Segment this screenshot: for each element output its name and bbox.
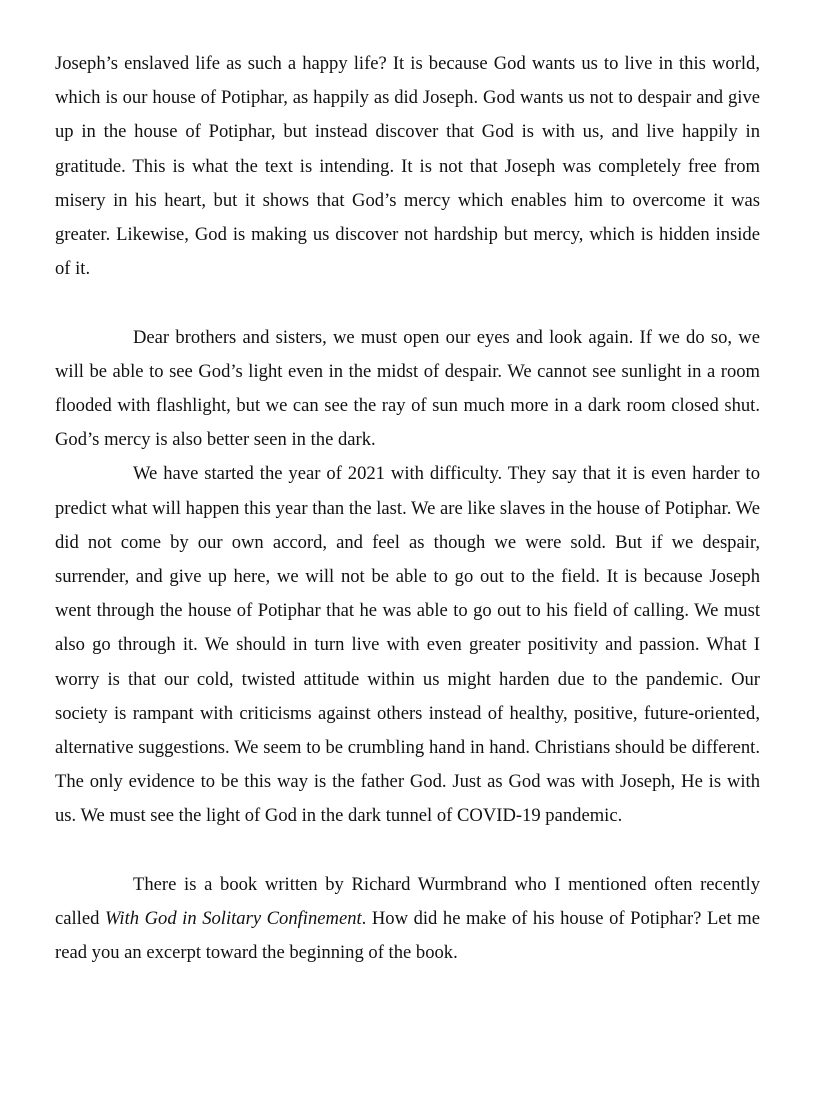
paragraph-spacer [55, 834, 760, 868]
paragraph-4-text-after: . How did he make of his house of Potiphar? Let me read you an excerpt toward the beginning of the book. [55, 908, 760, 964]
paragraph-1: Joseph’s enslaved life as such a happy life? It is because God wants us to live in this world, which is our house of Potiphar, as happily as did Joseph. God wants us not to despair and give up in the house of Potiphar, but instead discover that God is with us, and live happily in gratitude. This is what the text is intending. It is not that Joseph was completely free from misery in his heart, but it shows that God’s mercy which enables him to overcome it was greater. Likewise, God is making us discover not hardship but mercy, which is hidden inside of it. [55, 53, 760, 280]
paragraph-4-text-before: There is a book written by Richard Wurmbrand who I mentioned often recently called [55, 873, 760, 930]
document-page [55, 47, 760, 970]
paragraph-3: We have started the year of 2021 with difficulty. They say that it is even harder to predict what will happen this year than the last. We are like slaves in the house of Potiphar. We did not come by our own accord, and feel as though we were sold. But if we despair, surrender, and give up here, we will not be able to go out to the field. It is because Joseph went through the house of Potiphar that he was able to go out to his field of calling. We must also go through it. We should in turn live with even greater positivity and passion. What I worry is that our cold, twisted attitude within us might harden due to the pandemic. Our society is rampant with criticisms against others instead of healthy, positive, future-oriented, alternative suggestions. We seem to be crumbling hand in hand. Christians should be different. The only evidence to be this way is the father God. Just as God was with Joseph, He is with us. We must see the light of God in the dark tunnel of COVID-19 pandemic. [55, 463, 760, 827]
paragraph-4 [55, 868, 760, 971]
paragraph-2: Dear brothers and sisters, we must open our eyes and look again. If we do so, we will be able to see God’s light even in the midst of despair. We cannot see sunlight in a room flooded with flashlight, but we can see the ray of sun much more in a dark room closed shut. God’s mercy is also better seen in the dark. [55, 326, 760, 451]
paragraph-spacer [55, 286, 760, 320]
book-title: With God in Solitary Confinement [104, 908, 362, 930]
